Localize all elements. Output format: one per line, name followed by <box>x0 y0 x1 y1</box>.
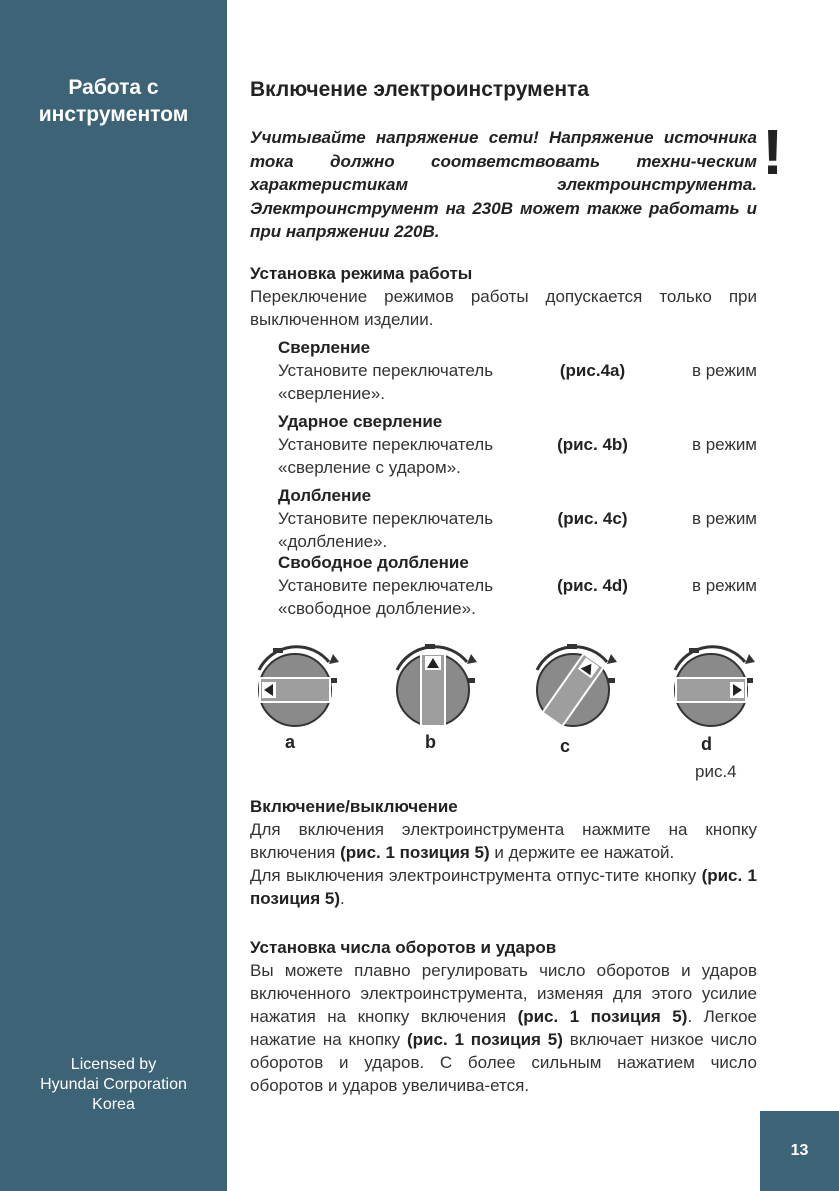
figure-ref: (рис. 4b) <box>557 435 628 454</box>
dial-d-illustration <box>663 640 763 735</box>
section-title: Работа с инструментом <box>38 76 189 126</box>
page-heading: Включение электроинструмента <box>250 78 590 101</box>
dial-b-illustration <box>385 640 485 735</box>
speed-title: Установка числа оборотов и ударов <box>250 938 557 957</box>
onoff-paragraph-1: Для включения электроинструмента нажмите на кнопку включения (рис. 1 позиция 5) и держите ее нажатой. <box>250 820 757 862</box>
mode-item: Сверление Установите переключатель (рис.4a) в режим «сверление». <box>278 338 757 403</box>
mode-item: Свободное долбление Установите переключатель (рис. 4d) в режим «свободное долбление». <box>278 553 757 618</box>
figure-ref: (рис.4a) <box>559 361 626 380</box>
fig-label-b: b <box>425 732 436 752</box>
page-number: 13 <box>760 1111 839 1191</box>
fig-label-d: d <box>701 734 712 754</box>
exclamation-icon: ! <box>762 116 784 188</box>
mode-item-title: Сверление <box>278 338 371 357</box>
speed-paragraph: Вы можете плавно регулировать число оборотов и ударов включенного электроинструмента, изменяя для этого усилие нажатия на кнопку включения (рис. 1 позиция 5). Легкое нажатие на кнопку (рис. 1 позиция 5) включает низкое число оборотов и ударов. С более сильным нажатием число оборотов и ударов увеличива-ется. <box>250 961 757 1095</box>
figure-ref: (рис. 4c) <box>557 509 628 528</box>
onoff-paragraph-2: Для выключения электроинструмента отпус-тите кнопку (рис. 1 позиция 5). <box>250 866 757 908</box>
figure-ref: (рис. 4d) <box>557 576 628 595</box>
mode-item: Долбление Установите переключатель (рис. 4c) в режим «долбление». <box>278 486 757 551</box>
mode-item-title: Ударное сверление <box>278 412 443 431</box>
sidebar <box>0 0 227 1191</box>
fig-label-a: a <box>285 732 296 752</box>
onoff-section <box>250 795 757 910</box>
mode-intro: Переключение режимов работы допускается только при выключенном изделии. <box>250 287 757 329</box>
onoff-title: Включение/выключение <box>250 797 458 816</box>
dial-a-illustration <box>247 640 347 735</box>
license-note: Licensed by Hyundai Corporation Korea <box>40 1056 187 1113</box>
fig-label-c: c <box>560 736 571 756</box>
figure-caption: рис.4 <box>695 762 737 781</box>
mode-section <box>250 262 757 331</box>
voltage-warning: Учитывайте напряжение сети! Напряжение источника тока должно соответствовать техни-ческим характеристикам электроинструмента. Электроинструмент на 230В может также работать и при напряжении 220В. <box>250 128 757 241</box>
dial-c-illustration <box>525 640 625 735</box>
mode-item-title: Долбление <box>278 486 372 505</box>
figure-4 <box>245 640 765 790</box>
mode-item-title: Свободное долбление <box>278 553 469 572</box>
mode-item: Ударное сверление Установите переключатель (рис. 4b) в режим «сверление с ударом». <box>278 412 757 477</box>
mode-title: Установка режима работы <box>250 264 473 283</box>
speed-section <box>250 936 757 1097</box>
